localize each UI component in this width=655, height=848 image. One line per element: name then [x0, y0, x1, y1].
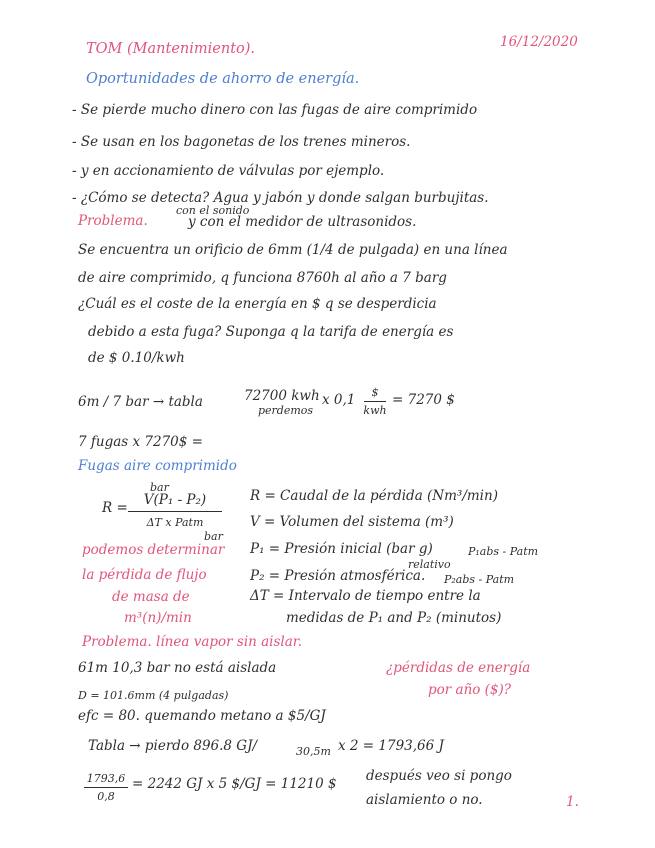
calc-under: perdemos [258, 404, 314, 417]
fugas-title: Fugas aire comprimido [78, 458, 237, 474]
after-1: después veo si pongo [366, 768, 512, 784]
formula-numerator: V(P₁ - P₂) [143, 492, 207, 508]
formula-fraction-bar [128, 511, 222, 512]
calc-fraction-num: $ [371, 386, 379, 399]
calc-mult: x 0,1 [322, 392, 356, 408]
note-p2: P₂abs - Patm [444, 573, 515, 586]
formula-lhs: R = [102, 500, 128, 516]
def-p2: P₂ = Presión atmosférica. [250, 568, 426, 584]
def-r: R = Caudal de la pérdida (Nm³/min) [250, 488, 498, 504]
result-line: = 2242 GJ x 5 $/GJ = 11210 $ [132, 776, 337, 792]
sup-bar-2: bar [204, 530, 223, 543]
tabla-tail: x 2 = 1793,66 J [338, 738, 444, 754]
page-title: TOM (Mantenimiento). [86, 41, 256, 57]
bullet-4: - ¿Cómo se detecta? Agua y jabón y donde salgan burbujitas. [72, 190, 489, 206]
calc-result: = 7270 $ [392, 392, 455, 408]
problem-2-line-2: D = 101.6mm (4 pulgadas) [78, 689, 229, 702]
bullet-5: y con el medidor de ultrasonidos. [188, 214, 417, 230]
problem-1-line-5: de $ 0.10/kwh [88, 350, 185, 366]
date: 16/12/2020 [500, 34, 578, 50]
problem-1-label: Problema. [78, 213, 148, 229]
side-note-3: de masa de [112, 589, 190, 605]
fugas-line: 7 fugas x 7270$ = [78, 434, 203, 450]
calc-fraction-den: kwh [363, 404, 387, 417]
problem-2-line-1: 61m 10,3 bar no está aislada [78, 660, 277, 676]
result-fraction-num: 1793,6 [86, 772, 126, 785]
calc-fraction-bar [364, 401, 386, 402]
page-number: 1. [566, 794, 579, 810]
problem-1-line-2: de aire comprimido, q funciona 8760h al año a 7 barg [78, 270, 447, 286]
def-v: V = Volumen del sistema (m³) [250, 514, 454, 530]
bullet-4-insert: con el sonido [176, 204, 250, 217]
bullet-3: - y en accionamiento de válvulas por ejemplo. [72, 163, 385, 179]
side-note-1: podemos determinar [82, 542, 225, 558]
side-note-4: m³(n)/min [124, 610, 192, 626]
def-p1: P₁ = Presión inicial (bar g) [250, 541, 433, 557]
problem-2-line-3: efc = 80. quemando metano a $5/GJ [78, 708, 326, 724]
calc-value: 72700 kwh [244, 388, 320, 404]
side-note-2: la pérdida de flujo [82, 567, 207, 583]
bullet-1: - Se pierde mucho dinero con las fugas de aire comprimido [72, 102, 478, 118]
bullet-2: - Se usan en los bagonetas de los trenes mineros. [72, 134, 411, 150]
tabla-line: Tabla → pierdo 896.8 GJ/ [88, 738, 258, 754]
tabla-sub: 30,5m [296, 745, 331, 758]
formula-denominator: ΔT x Patm [146, 516, 204, 529]
sup-bar-1: bar [150, 481, 169, 494]
question-1: ¿pérdidas de energía [386, 660, 531, 676]
question-2: por año ($)? [428, 682, 512, 698]
result-fraction-bar [84, 787, 128, 788]
note-p1: P₁abs - Patm [468, 545, 539, 558]
problem-1-line-3: ¿Cuál es el coste de la energía en $ q se desperdicia [78, 296, 437, 312]
problem-1-line-4: debido a esta fuga? Suponga q la tarifa de energía es [88, 324, 454, 340]
problem-1-line-1: Se encuentra un orificio de 6mm (1/4 de pulgada) en una línea [78, 242, 508, 258]
section-heading: Oportunidades de ahorro de energía. [86, 71, 360, 87]
def-dt: ΔT = Intervalo de tiempo entre la [250, 588, 481, 604]
after-2: aislamiento o no. [366, 792, 483, 808]
result-fraction-den: 0,8 [97, 790, 115, 803]
relativo-note: relativo [408, 558, 451, 571]
problem-2-label: Problema. línea vapor sin aislar. [82, 634, 303, 650]
calc-left: 6m / 7 bar → tabla [78, 394, 203, 410]
def-dt-cont: medidas de P₁ and P₂ (minutos) [286, 610, 502, 626]
